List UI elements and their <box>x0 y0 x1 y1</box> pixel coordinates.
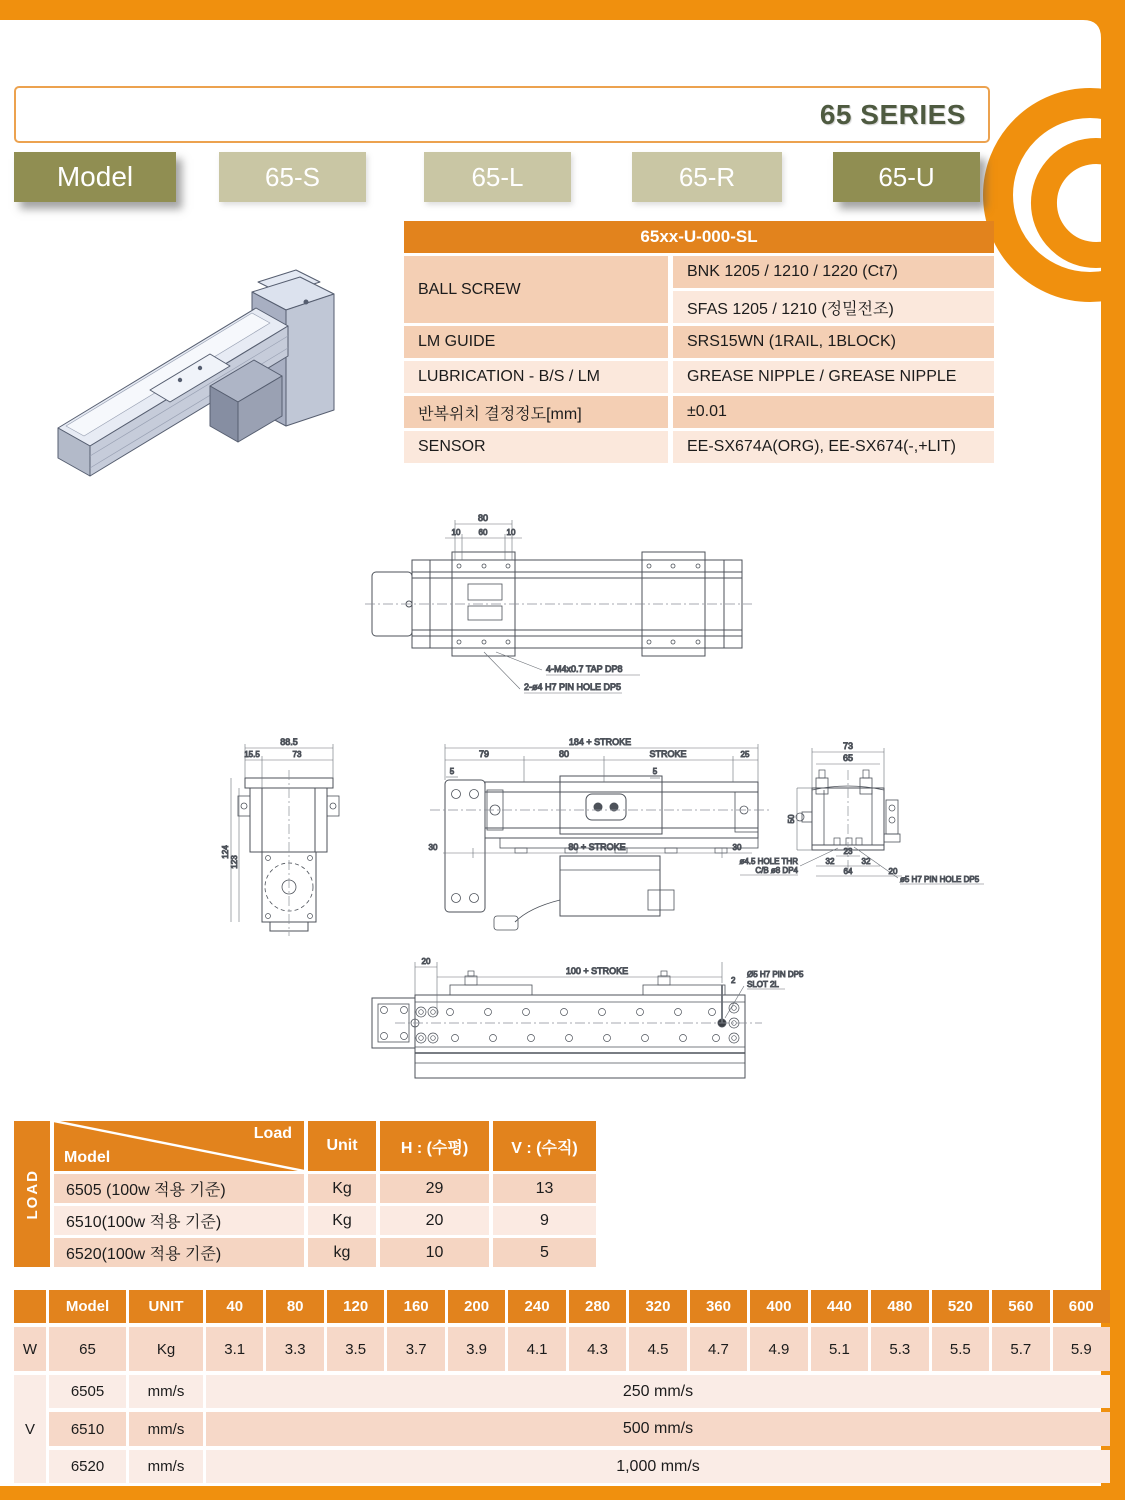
load-row-unit: Kg <box>308 1206 376 1235</box>
load-row-v: 5 <box>493 1238 596 1267</box>
w-value: 5.3 <box>871 1327 928 1371</box>
bv-note-pin-1: Ø5 H7 PIN DP5 <box>747 970 804 979</box>
load-table-corner-cell <box>54 1121 304 1171</box>
load-v-header: V : (수직) <box>493 1121 596 1171</box>
load-row-v: 13 <box>493 1174 596 1203</box>
v-row-model: 6505 <box>49 1375 126 1408</box>
load-row-unit: kg <box>308 1238 376 1267</box>
rv-dim-64: 64 <box>843 867 853 876</box>
tab-65-u-active[interactable] <box>833 152 980 202</box>
load-row-model: 6520(100w 적용 기준) <box>54 1238 304 1267</box>
stroke-col-header: 240 <box>508 1290 565 1323</box>
w-value: 4.3 <box>569 1327 626 1371</box>
stroke-corner-cell <box>14 1290 46 1323</box>
technical-drawings <box>0 500 1125 1100</box>
sv-dim-80: 80 <box>558 749 570 759</box>
stroke-col-header: 520 <box>932 1290 989 1323</box>
stroke-col-header: 560 <box>992 1290 1049 1323</box>
tv-dim-10b: 10 <box>506 528 516 537</box>
drawing-side-view <box>429 737 770 930</box>
stroke-col-header: 280 <box>569 1290 626 1323</box>
tab-model[interactable] <box>14 152 176 202</box>
lv-dim-73: 73 <box>292 750 302 759</box>
top-bar <box>0 0 1125 20</box>
tv-dim-60: 60 <box>478 528 488 537</box>
spec-repeatability-label: 반복위치 결정정도[mm] <box>404 396 668 428</box>
stroke-col-header: 80 <box>266 1290 323 1323</box>
w-row-unit: Kg <box>129 1327 203 1371</box>
bv-dim-20: 20 <box>421 957 431 966</box>
w-value: 4.9 <box>750 1327 807 1371</box>
v-row-model: 6510 <box>49 1412 126 1446</box>
load-table <box>14 1121 596 1267</box>
rv-dim-32b: 32 <box>861 857 871 866</box>
stroke-col-header: 160 <box>387 1290 444 1323</box>
tv-dim-10a: 10 <box>451 528 461 537</box>
w-row-model: 65 <box>49 1327 126 1371</box>
rv-dim-20: 20 <box>888 867 898 876</box>
bv-dim-total: 100 + STROKE <box>565 966 629 976</box>
bv-note-pin-2: SLOT 2L <box>747 980 779 989</box>
load-side-label: LOAD <box>23 1168 41 1220</box>
spec-sensor-value: EE-SX674A(ORG), EE-SX674(-,+LIT) <box>673 431 994 463</box>
w-value: 3.5 <box>327 1327 384 1371</box>
stroke-table <box>14 1290 1110 1483</box>
w-value: 5.5 <box>932 1327 989 1371</box>
w-value: 5.7 <box>992 1327 1049 1371</box>
load-row-model: 6505 (100w 적용 기준) <box>54 1174 304 1203</box>
sv-dim-5a: 5 <box>449 767 455 776</box>
stroke-col-header: 200 <box>448 1290 505 1323</box>
rv-dim-23: 23 <box>843 847 853 856</box>
load-row-unit: Kg <box>308 1174 376 1203</box>
stroke-col-header: 440 <box>811 1290 868 1323</box>
tv-note-pin: 2-ø4 H7 PIN HOLE DP5 <box>524 682 622 692</box>
lv-dim-total: 88.5 <box>280 737 298 747</box>
v-row-unit: mm/s <box>129 1375 203 1408</box>
lv-dim-123: 123 <box>230 855 239 869</box>
product-3d-render <box>30 230 400 490</box>
hole-pattern <box>447 1009 720 1042</box>
w-value: 5.9 <box>1053 1327 1110 1371</box>
spec-table <box>404 221 994 463</box>
v-rows-label: V <box>14 1375 46 1483</box>
spec-lm-guide-value: SRS15WN (1RAIL, 1BLOCK) <box>673 326 994 358</box>
series-title: 65 SERIES <box>819 98 966 130</box>
stroke-col-header: 40 <box>206 1290 263 1323</box>
rv-note-pin: ø5 H7 PIN HOLE DP5 <box>900 875 980 884</box>
tv-note-tap: 4-M4x0.7 TAP DP8 <box>546 664 623 674</box>
spec-ball-screw-value-1: BNK 1205 / 1210 / 1220 (Ct7) <box>673 256 994 288</box>
tab-65-s-label: 65-S <box>265 161 320 192</box>
footer-bar <box>0 1486 1125 1500</box>
rv-dim-65: 65 <box>842 753 854 763</box>
series-banner <box>14 86 990 143</box>
tab-65-l-label: 65-L <box>471 161 524 192</box>
rv-dim-50: 50 <box>787 814 796 824</box>
sv-dim-30b: 30 <box>732 843 742 852</box>
drawing-bottom-view <box>372 957 804 1078</box>
rv-note-hole-1: ø4.5 HOLE THR <box>739 857 798 866</box>
w-row-label: W <box>14 1327 46 1371</box>
w-value: 4.5 <box>629 1327 686 1371</box>
load-row-model: 6510(100w 적용 기준) <box>54 1206 304 1235</box>
stroke-col-header: 120 <box>327 1290 384 1323</box>
spec-ball-screw-value-2: SFAS 1205 / 1210 (정밀전조) <box>673 291 994 323</box>
spec-lubrication-value: GREASE NIPPLE / GREASE NIPPLE <box>673 361 994 393</box>
corner-model-label: Model <box>64 1149 111 1166</box>
tv-dim-80: 80 <box>477 513 489 523</box>
drawing-end-view-left <box>221 737 339 936</box>
sv-dim-5b: 5 <box>652 767 658 776</box>
load-row-h: 20 <box>380 1206 489 1235</box>
v-row-unit: mm/s <box>129 1412 203 1446</box>
bv-dim-2: 2 <box>731 976 736 985</box>
stroke-col-header: 400 <box>750 1290 807 1323</box>
sv-dim-30a: 30 <box>428 843 438 852</box>
v-row-speed: 500 mm/s <box>206 1412 1110 1446</box>
rv-note-hole-2: C/B ø8 DP4 <box>755 866 798 875</box>
lv-dim-155: 15.5 <box>244 750 260 759</box>
w-value: 3.3 <box>266 1327 323 1371</box>
w-value: 4.7 <box>690 1327 747 1371</box>
tab-65-s[interactable] <box>219 152 366 202</box>
sv-dim-stroke: STROKE <box>649 749 687 759</box>
stroke-model-header: Model <box>49 1290 126 1323</box>
tab-65-r[interactable] <box>632 152 782 202</box>
sv-dim-80s: 80 + STROKE <box>568 842 626 852</box>
spec-lubrication-label: LUBRICATION - B/S / LM <box>404 361 668 393</box>
tab-65-u-label: 65-U <box>878 161 935 192</box>
tab-65-r-label: 65-R <box>678 161 736 192</box>
w-value: 4.1 <box>508 1327 565 1371</box>
w-value: 5.1 <box>811 1327 868 1371</box>
load-row-v: 9 <box>493 1206 596 1235</box>
drawing-top-view <box>365 513 752 693</box>
stroke-col-header: 480 <box>871 1290 928 1323</box>
sv-dim-79: 79 <box>478 749 490 759</box>
corner-load-label: Load <box>253 1125 292 1142</box>
load-unit-header: Unit <box>308 1121 376 1171</box>
stroke-col-header: 600 <box>1053 1290 1110 1323</box>
drawing-end-view-right <box>739 741 984 884</box>
spec-table-title: 65xx-U-000-SL <box>404 221 994 253</box>
stroke-unit-header: UNIT <box>129 1290 203 1323</box>
lv-dim-124: 124 <box>221 845 230 859</box>
spec-ball-screw-label: BALL SCREW <box>404 256 668 323</box>
tab-65-l[interactable] <box>424 152 571 202</box>
stroke-col-header: 360 <box>690 1290 747 1323</box>
corner-join <box>1083 20 1101 38</box>
v-row-model: 6520 <box>49 1450 126 1483</box>
v-row-speed: 1,000 mm/s <box>206 1450 1110 1483</box>
v-row-speed: 250 mm/s <box>206 1375 1110 1408</box>
rv-dim-32a: 32 <box>825 857 835 866</box>
spec-lm-guide-label: LM GUIDE <box>404 326 668 358</box>
sv-dim-25: 25 <box>740 750 750 759</box>
w-value: 3.9 <box>448 1327 505 1371</box>
w-value: 3.7 <box>387 1327 444 1371</box>
sv-dim-total: 184 + STROKE <box>568 737 632 747</box>
stroke-col-header: 320 <box>629 1290 686 1323</box>
load-h-header: H : (수평) <box>380 1121 489 1171</box>
v-row-unit: mm/s <box>129 1450 203 1483</box>
load-row-h: 29 <box>380 1174 489 1203</box>
spec-repeatability-value: ±0.01 <box>673 396 994 428</box>
load-table-side-header <box>14 1121 50 1267</box>
tab-model-label: Model <box>56 161 134 192</box>
w-value: 3.1 <box>206 1327 263 1371</box>
load-row-h: 10 <box>380 1238 489 1267</box>
spec-sensor-label: SENSOR <box>404 431 668 463</box>
rv-dim-73: 73 <box>842 741 854 751</box>
